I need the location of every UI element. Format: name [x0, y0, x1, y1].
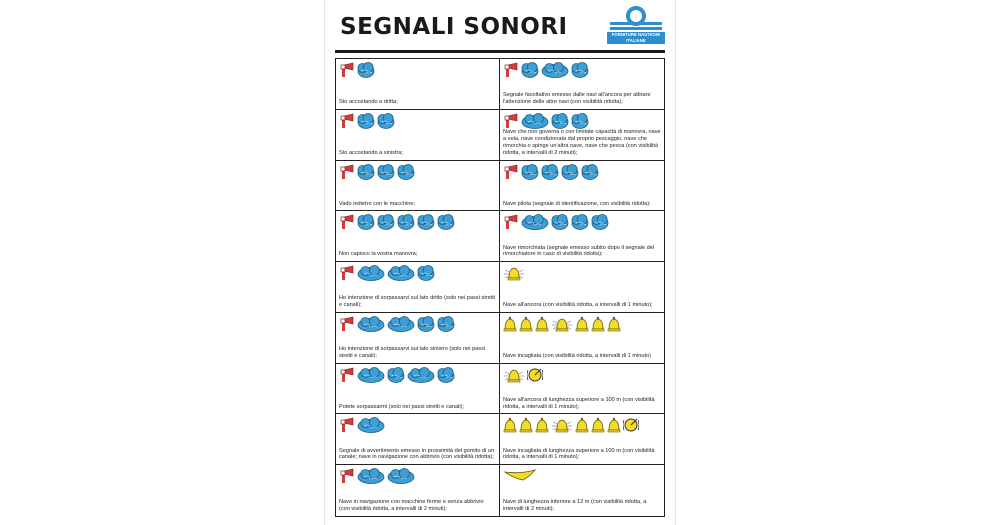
- signal-description: Nave rimorchiata (segnale emesso subito dopo il segnale del rimorchiatore in caso di visibilità ridotta);: [503, 244, 655, 258]
- signal-icons: [339, 164, 496, 184]
- signal-cell: [336, 262, 500, 313]
- signal-cell: [500, 465, 664, 516]
- signal-cell: [500, 414, 664, 465]
- signal-description: Sto accostando a sinistra;: [339, 149, 404, 156]
- signal-description: Nave all'ancora di lunghezza superiore a 100 m (con visibilità ridotta, a intervalli di 1 minuto);: [503, 396, 655, 410]
- signal-cell: [500, 59, 664, 110]
- signal-cell: [500, 161, 664, 212]
- signal-icons: [339, 113, 496, 133]
- signal-cell: [500, 110, 664, 161]
- signal-description: Nave incagliata di lunghezza superiore a 100 m (con visibilità ridotta, a intervalli di 1 minuto);: [503, 447, 655, 461]
- brand-name: FORNITURE NAUTICHE ITALIANE: [607, 32, 665, 44]
- signal-description: Potete sorpassarmi (solo nei passi stretti e canali);: [339, 403, 464, 410]
- signal-description: Nave pilota (segnale di identificazione, con visibilità ridotta);: [503, 200, 651, 207]
- signal-cell: [500, 262, 664, 313]
- signal-icons: [503, 316, 661, 336]
- signal-description: Nave incagliata (con visibilità ridotta, a intervalli di 1 minuto): [503, 352, 651, 359]
- signal-cell: [336, 211, 500, 262]
- signal-icons: [503, 265, 661, 285]
- signal-poster: [325, 0, 675, 525]
- signal-cell: [500, 211, 664, 262]
- signal-table: [335, 58, 665, 517]
- signal-icons: [503, 214, 661, 234]
- signal-icons: [503, 62, 661, 82]
- signal-cell: [500, 313, 664, 364]
- signal-cell: [500, 364, 664, 415]
- signal-icons: [339, 468, 496, 488]
- signal-description: Nave all'ancora (con visibilità ridotta, a intervalli di 1 minuto);: [503, 302, 653, 309]
- signal-cell: [336, 364, 500, 415]
- signal-icons: [503, 164, 661, 184]
- signal-description: Vado indietro con le macchine;: [339, 200, 416, 207]
- signal-icons: [503, 367, 661, 387]
- signal-cell: [336, 59, 500, 110]
- poster-title: SEGNALI SONORI: [340, 14, 568, 40]
- signal-cell: [336, 465, 500, 516]
- signal-description: Nave che non governa o con limitate capacità di manovra, nave a vela, nave condizionata dal proprio pescaggio, nave che rimorchia o spinge un'altra nave, nave che pesca (con visibilità ridotta, a intervalli di 2 minuti);: [503, 129, 661, 156]
- signal-description: Sto accostando a dritta;: [339, 98, 398, 105]
- signal-description: Nave in navigazione con macchine ferme e senza abbrivio (con visibilità ridotta, a intervalli di 2 minuti);: [339, 499, 484, 513]
- signal-description: Segnale di avvertimento emesso in prossimità del gomito di un canale; nave in navigazione con abbrivio (con visibilità ridotta);: [339, 447, 495, 461]
- signal-description: Non capisco la vostra manovra;: [339, 251, 418, 258]
- signal-icons: [339, 316, 496, 336]
- signal-icons: [339, 214, 496, 234]
- signal-cell: [336, 110, 500, 161]
- signal-icons: [503, 468, 661, 488]
- signal-icons: [339, 417, 496, 437]
- signal-icons: [339, 62, 496, 82]
- lifebuoy-icon: [607, 6, 665, 32]
- signal-description: Ho intenzione di sorpassarvi sul lato sinistro (solo nei passi stretti e canali);: [339, 346, 486, 359]
- signal-icons: [339, 265, 496, 285]
- title-rule: [335, 50, 665, 53]
- signal-cell: [336, 161, 500, 212]
- signal-icons: [503, 417, 661, 437]
- signal-description: Nave di lunghezza inferiore a 12 m (con visibilità ridotta, a intervalli di 2 minuti);: [503, 499, 647, 513]
- signal-description: Ho intenzione di sorpassarvi sul lato dritto (solo nei passi stretti e canali);: [339, 295, 496, 309]
- signal-icons: [339, 367, 496, 387]
- brand-logo: [607, 6, 665, 46]
- signal-cell: [336, 414, 500, 465]
- signal-description: Segnale facoltativo emesso dalle navi all'ancora per attirare l'attenzione delle altre navi (con visibilità ridotta);: [503, 92, 651, 105]
- signal-cell: [336, 313, 500, 364]
